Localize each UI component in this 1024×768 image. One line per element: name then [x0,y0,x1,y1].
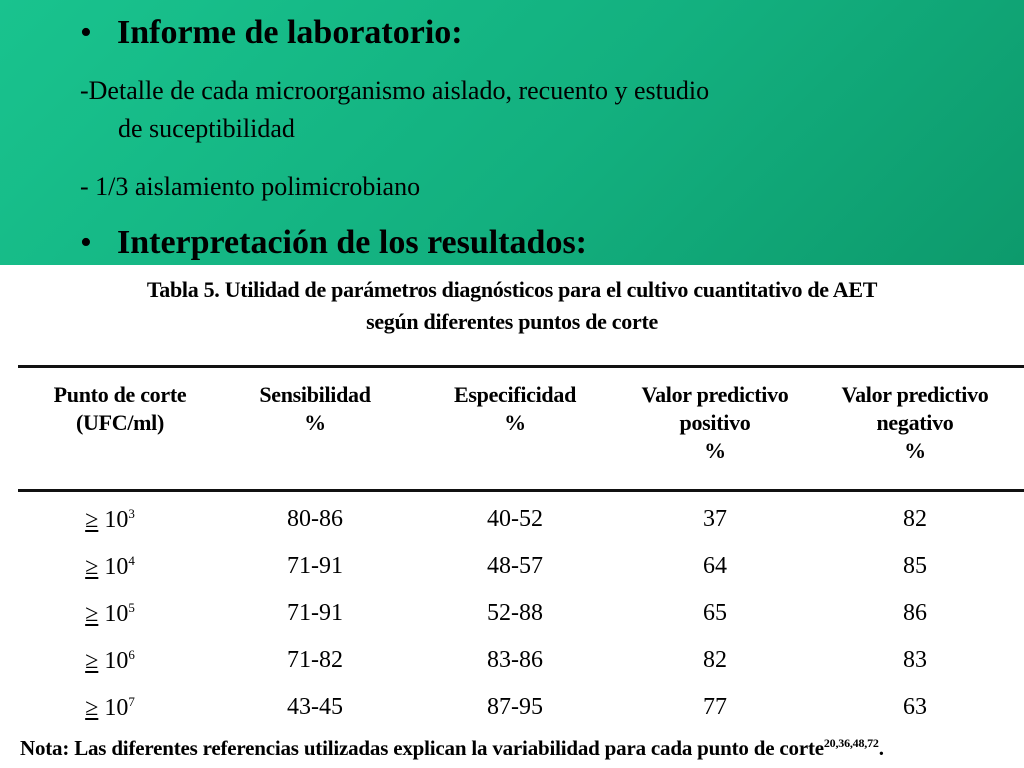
cell-vpn: 83 [903,647,927,673]
cell-vpp: 64 [703,553,727,579]
cell-punto-de-corte [20,507,200,532]
table-top-rule [18,365,1024,368]
cut-base: 10 [104,648,129,674]
slide-header-panel [0,0,1024,265]
header-text: positivo [679,410,751,435]
cell-sensibilidad: 43-45 [287,694,343,720]
cell-vpn: 85 [903,553,927,579]
table-note [20,737,884,759]
cut-exponent: 5 [128,600,135,615]
ge-symbol: ≥ [85,648,99,674]
bullet-dot: • [80,224,92,261]
cell-especificidad: 52-88 [487,600,543,626]
header-text: Valor predictivo [641,382,789,407]
header-text: Valor predictivo [841,382,989,407]
detail-line-3: - 1/3 aislamiento polimicrobiano [80,172,421,201]
cut-exponent: 6 [128,647,135,662]
cut-exponent: 4 [128,553,135,568]
detail-line-2: de suceptibilidad [118,114,295,143]
header-text: (UFC/ml) [75,410,165,435]
cut-base: 10 [104,507,129,533]
cut-exponent: 7 [128,694,135,709]
header-text: Especificidad [454,382,576,407]
header-text: Sensibilidad [259,382,371,407]
header-punto-de-corte [20,381,220,437]
header-text: % [504,410,526,435]
cut-base: 10 [104,695,129,721]
cell-vpp: 77 [703,694,727,720]
cell-punto-de-corte [20,695,200,720]
header-text: % [304,410,326,435]
header-text: negativo [876,410,954,435]
note-end: . [878,736,884,760]
scanned-table-image [0,265,1024,768]
cell-especificidad: 48-57 [487,553,543,579]
cell-vpp: 65 [703,600,727,626]
ge-symbol: ≥ [85,554,99,580]
header-text: % [704,438,726,463]
note-refs: 20,36,48,72 [823,736,879,750]
cell-especificidad: 83-86 [487,647,543,673]
table-header-rule [18,489,1024,492]
header-especificidad [420,381,610,437]
note-text: Nota: Las diferentes referencias utilizadas explican la variabilidad para cada punto de corte [20,736,824,760]
cell-punto-de-corte [20,648,200,673]
bullet-interpretacion-label: Interpretación de los resultados: [117,224,588,261]
cell-sensibilidad: 71-91 [287,553,343,579]
cell-vpn: 82 [903,506,927,532]
cell-vpn: 86 [903,600,927,626]
bullet-informe-label: Informe de laboratorio: [117,14,463,51]
table-title-line-1: Tabla 5. Utilidad de parámetros diagnósticos para el cultivo cuantitativo de AET [146,277,878,302]
cell-vpp: 37 [703,506,727,532]
ge-symbol: ≥ [85,507,99,533]
header-text: Punto de corte [53,382,187,407]
header-vpn [815,381,1015,465]
cell-especificidad: 40-52 [487,506,543,532]
cell-punto-de-corte [20,554,200,579]
cut-base: 10 [104,554,129,580]
cut-exponent: 3 [128,506,135,521]
cell-vpn: 63 [903,694,927,720]
cut-base: 10 [104,601,129,627]
ge-symbol: ≥ [85,695,99,721]
cell-especificidad: 87-95 [487,694,543,720]
cell-sensibilidad: 71-91 [287,600,343,626]
cell-sensibilidad: 80-86 [287,506,343,532]
header-vpp [615,381,815,465]
ge-symbol: ≥ [85,601,99,627]
header-text: % [904,438,926,463]
cell-vpp: 82 [703,647,727,673]
table-title-line-2: según diferentes puntos de corte [366,309,658,334]
header-sensibilidad [220,381,410,437]
cell-sensibilidad: 71-82 [287,647,343,673]
cell-punto-de-corte [20,601,200,626]
detail-line-1: -Detalle de cada microorganismo aislado, recuento y estudio [80,76,710,105]
bullet-dot: • [80,14,92,51]
